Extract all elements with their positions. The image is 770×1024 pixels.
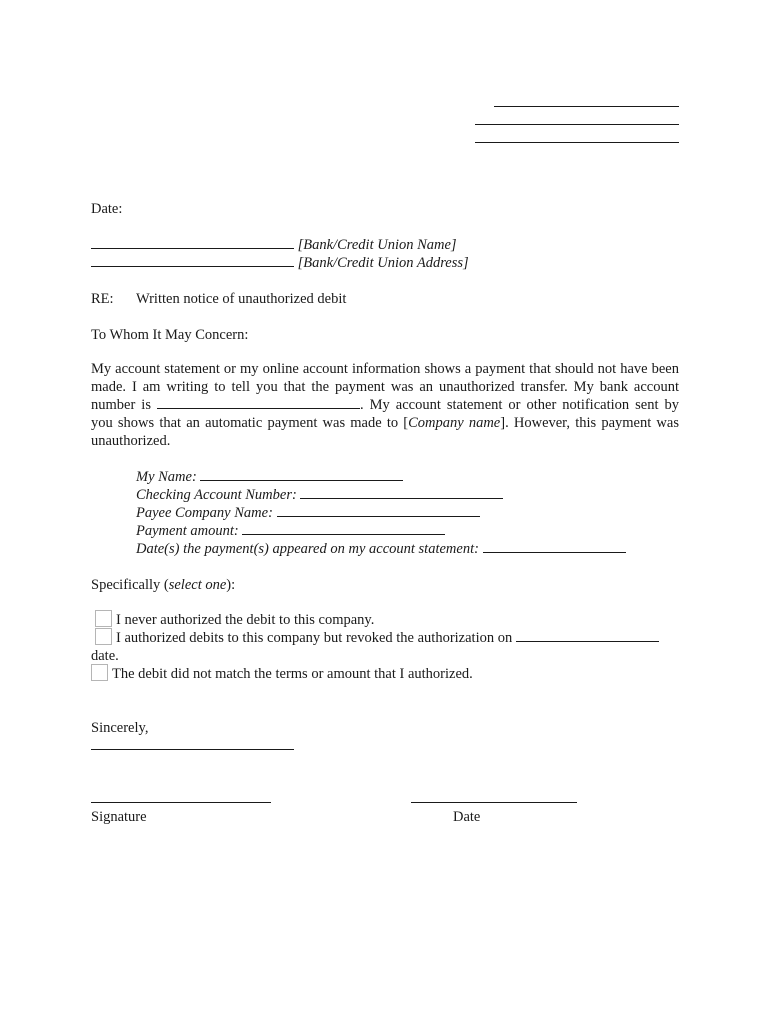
- bank-name-row: [91, 236, 457, 254]
- signature-date-line[interactable]: [411, 790, 577, 803]
- payee-company-label: Payee Company Name:: [136, 505, 273, 521]
- signature-date-label: Date: [453, 809, 481, 825]
- my-name-row: [136, 468, 403, 486]
- my-name-label: My Name:: [136, 469, 197, 485]
- signature-line[interactable]: [91, 790, 271, 803]
- salutation: To Whom It May Concern:: [91, 327, 249, 343]
- printed-name-line[interactable]: [91, 737, 294, 750]
- payment-amount-field[interactable]: [242, 522, 445, 535]
- option-terms-mismatch-label: The debit did not match the terms or amount that I authorized.: [112, 666, 473, 682]
- specifically-prefix: Specifically (: [91, 577, 169, 593]
- body-paragraph: [91, 360, 679, 450]
- payee-company-field[interactable]: [277, 504, 480, 517]
- option-never-authorized-checkbox[interactable]: [95, 610, 112, 627]
- body-text-2: . My account statement or other notification sent by you shows that an automatic payment was made to [: [91, 397, 679, 431]
- checking-account-field[interactable]: [300, 486, 503, 499]
- account-number-blank[interactable]: [157, 396, 360, 409]
- bank-name-blank[interactable]: [91, 236, 294, 249]
- payment-dates-row: [136, 540, 626, 558]
- re-label: RE:: [91, 291, 114, 307]
- option-never-authorized-label: I never authorized the debit to this company.: [116, 612, 375, 628]
- return-address-line-2[interactable]: [475, 112, 679, 125]
- closing: Sincerely,: [91, 720, 149, 736]
- option-terms-mismatch-checkbox[interactable]: [91, 664, 108, 681]
- payment-dates-label: Date(s) the payment(s) appeared on my account statement:: [136, 541, 479, 557]
- return-address-line-3[interactable]: [475, 130, 679, 143]
- re-subject: Written notice of unauthorized debit: [136, 291, 347, 307]
- return-address-line-1[interactable]: [494, 94, 679, 107]
- my-name-field[interactable]: [200, 468, 403, 481]
- bank-address-label: [Bank/Credit Union Address]: [297, 255, 469, 271]
- option-revoked-continuation: date.: [91, 648, 119, 664]
- option-revoked-row: [116, 629, 659, 647]
- payee-company-row: [136, 504, 480, 522]
- revoked-date-field[interactable]: [516, 629, 659, 642]
- checking-account-row: [136, 486, 503, 504]
- specifically-emphasis: select one: [168, 577, 227, 593]
- signature-label: Signature: [91, 809, 147, 825]
- option-revoked-label: I authorized debits to this company but revoked the authorization on: [116, 630, 513, 646]
- date-label: Date:: [91, 201, 123, 217]
- payment-amount-label: Payment amount:: [136, 523, 239, 539]
- body-text-3: ]. However, this payment was unauthorized.: [91, 415, 679, 449]
- payment-amount-row: [136, 522, 445, 540]
- checking-account-label: Checking Account Number:: [136, 487, 297, 503]
- option-revoked-checkbox[interactable]: [95, 628, 112, 645]
- bank-address-blank[interactable]: [91, 254, 294, 267]
- specifically-line: [91, 576, 235, 594]
- bank-address-row: [91, 254, 469, 272]
- company-name-placeholder: Company name: [408, 415, 501, 431]
- payment-dates-field[interactable]: [483, 540, 626, 553]
- body-text-1: My account statement or my online account information shows a payment that should not have been made. I am writing to tell you that the payment was an unauthorized transfer. My bank account number is: [91, 361, 679, 413]
- bank-name-label: [Bank/Credit Union Name]: [297, 237, 457, 253]
- specifically-suffix: ):: [226, 577, 236, 593]
